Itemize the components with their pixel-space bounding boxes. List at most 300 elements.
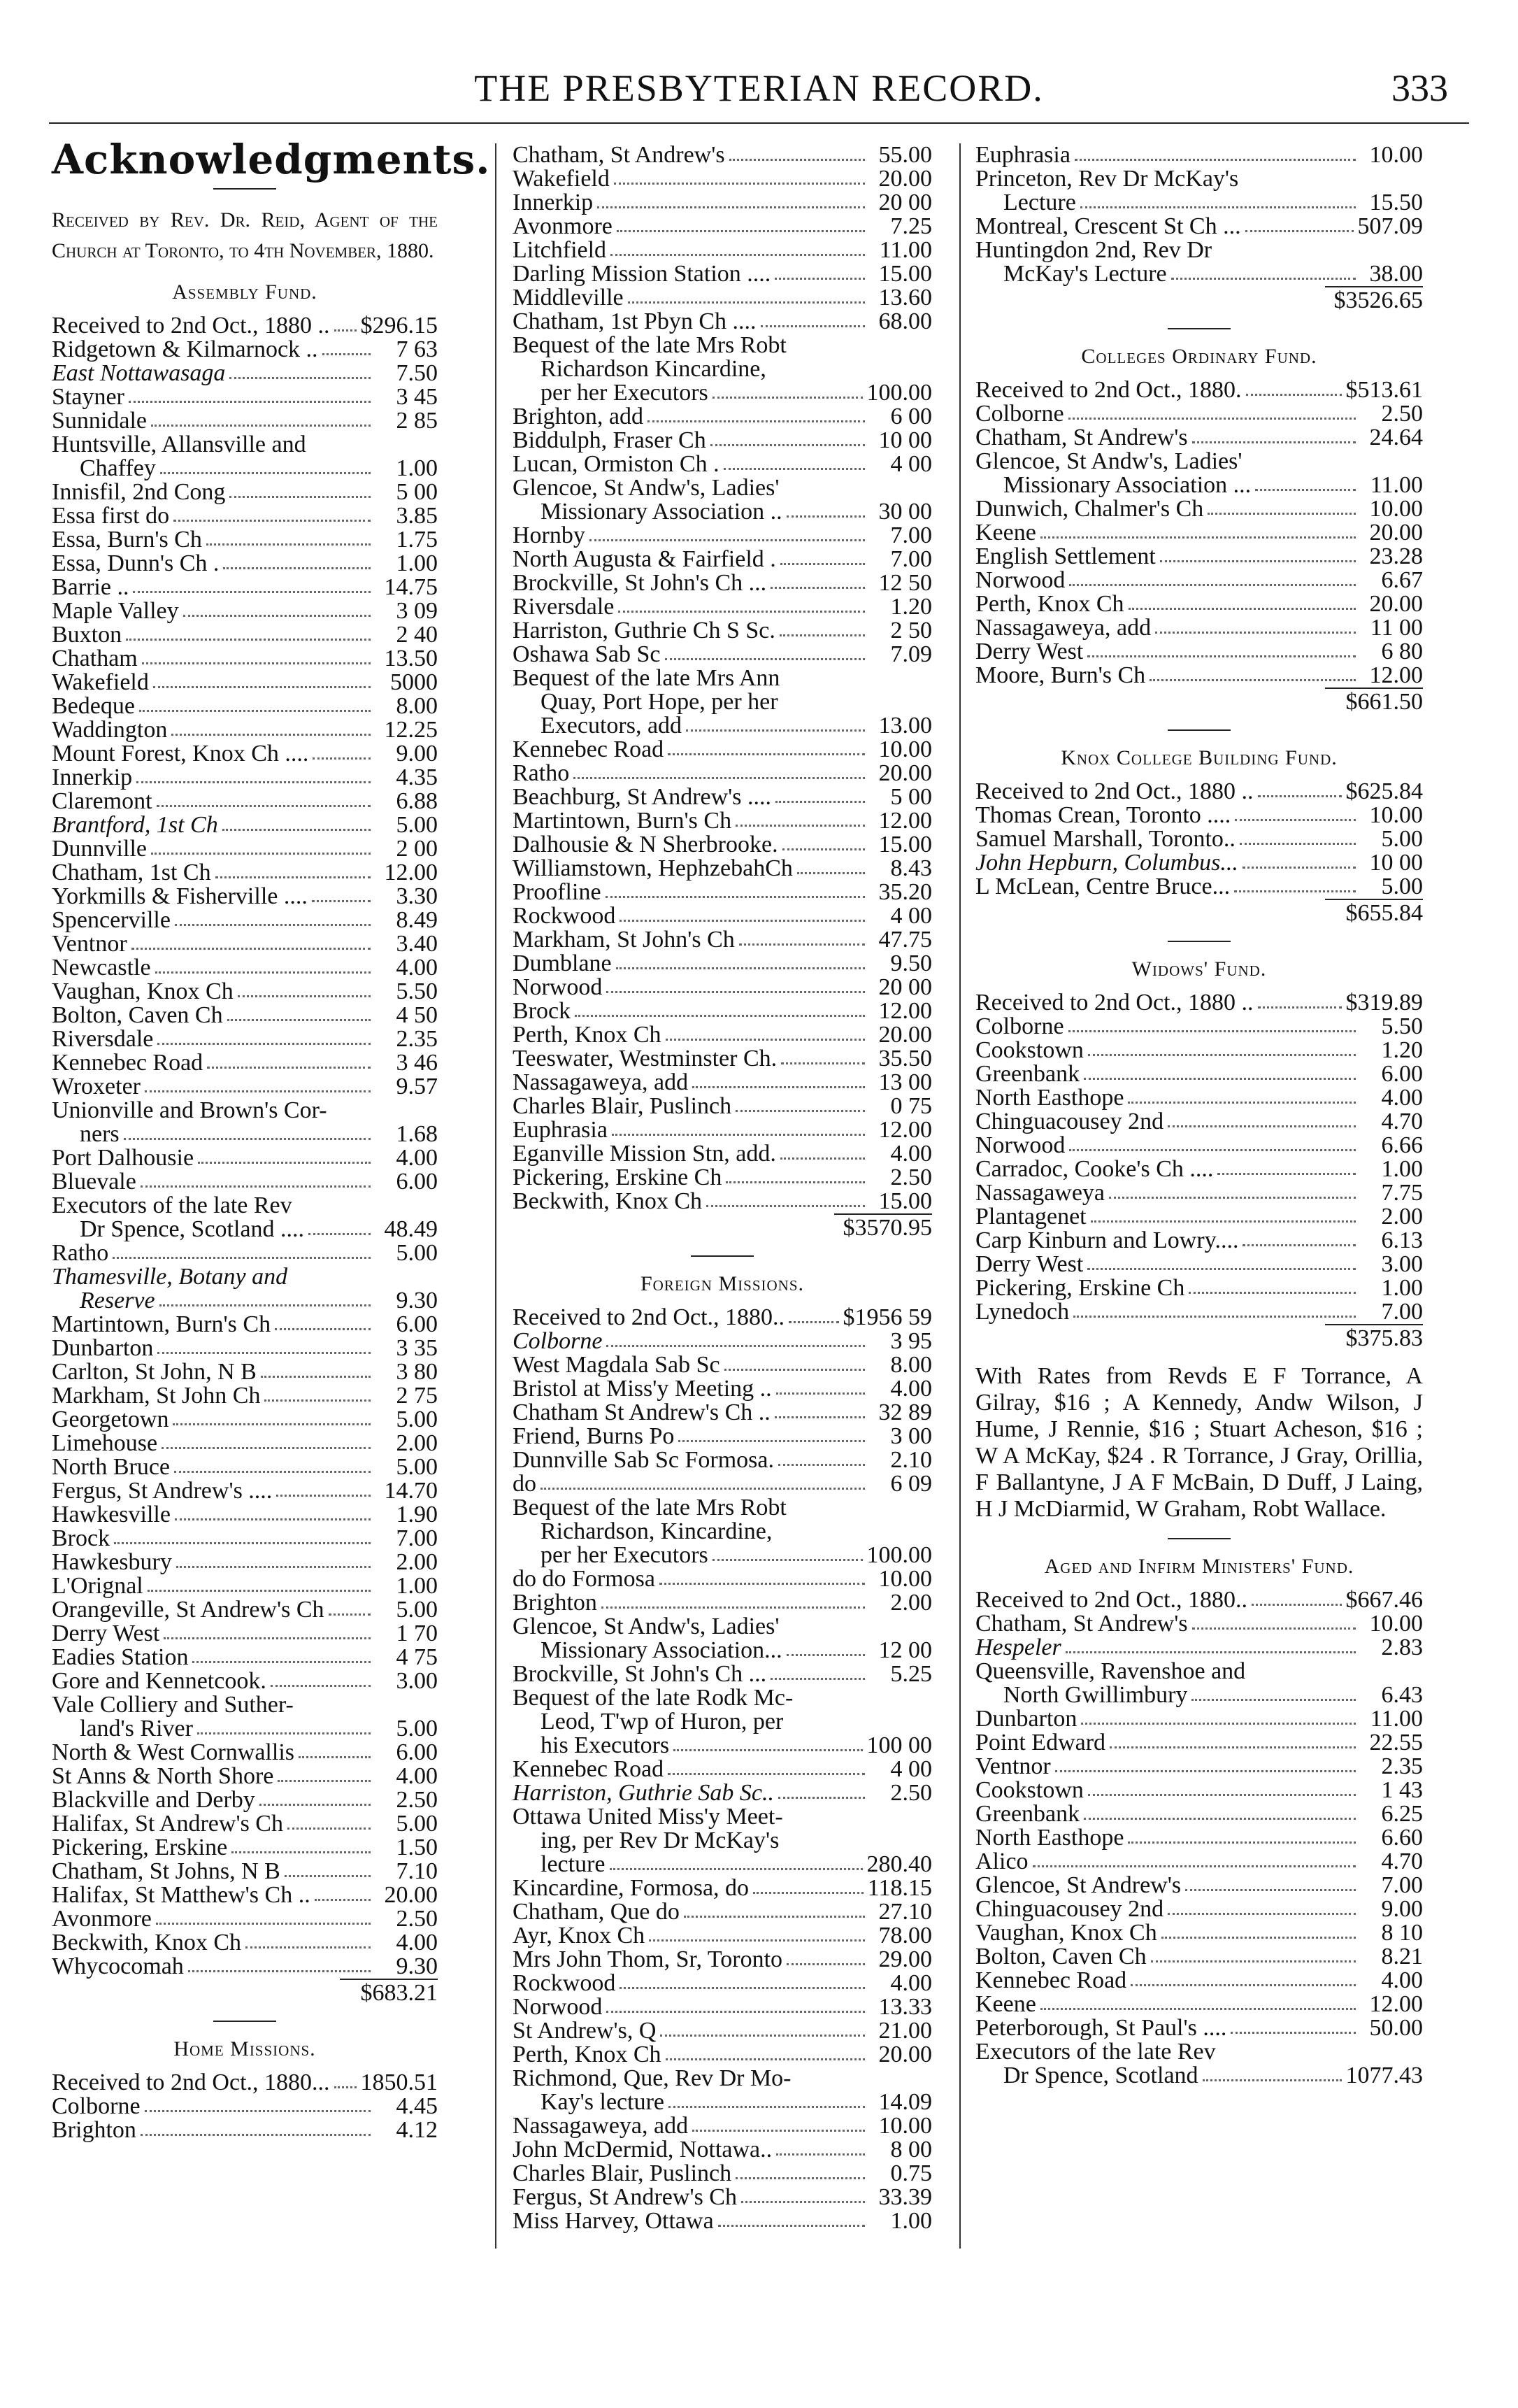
divider <box>1168 941 1231 942</box>
dot-leader <box>174 1471 371 1473</box>
fund-total: $375.83 <box>1325 1324 1423 1351</box>
dot-leader <box>313 757 371 760</box>
ledger-row <box>52 1051 438 1075</box>
dot-leader <box>1066 1651 1356 1653</box>
entry-amount: 1.00 <box>890 2208 932 2234</box>
entry-name: Dunwich, Chalmer's Ch <box>975 497 1204 521</box>
entry-amount: 4.00 <box>396 1930 438 1955</box>
ledger-row <box>975 1157 1423 1181</box>
column-rule <box>959 143 961 2249</box>
dot-leader <box>1087 655 1356 657</box>
entry-amount: 2.00 <box>396 1430 438 1456</box>
entry-name: Hawkesbury <box>52 1551 172 1574</box>
entry-name: Montreal, Crescent St Ch ... <box>975 215 1241 238</box>
ledger-row <box>513 1686 932 1710</box>
dot-leader <box>192 1661 371 1663</box>
ledger-row <box>975 1205 1423 1229</box>
ledger-row <box>975 545 1423 569</box>
entry-name: Cookstown <box>975 1779 1084 1802</box>
ledger-row <box>975 1253 1423 1276</box>
entry-amount: 1.50 <box>396 1835 438 1860</box>
dot-leader <box>198 1162 371 1164</box>
entry-name: Rockwood <box>513 904 616 928</box>
dot-leader <box>261 1376 371 1378</box>
entry-name: Innisfil, 2nd Cong <box>52 480 226 504</box>
ledger-row <box>975 1850 1423 1874</box>
dot-leader <box>616 967 865 969</box>
entry-amount: 4 00 <box>890 1756 932 1782</box>
ledger-row <box>513 286 932 310</box>
dot-leader <box>1231 2032 1356 2034</box>
ledger-row <box>513 2114 932 2138</box>
entry-amount: 2 50 <box>890 618 932 643</box>
fund-heading: Foreign Missions. <box>640 1272 805 1295</box>
entry-amount: 50.00 <box>1369 2015 1423 2041</box>
entry-name: Thamesville, Botany and <box>52 1265 288 1289</box>
ledger-row <box>975 640 1423 664</box>
ledger-row <box>513 1425 932 1448</box>
entry-name: Buxton <box>52 623 122 647</box>
dot-leader <box>308 1233 371 1235</box>
ledger-row <box>513 1567 932 1591</box>
dot-leader <box>1040 2008 1356 2010</box>
entry-name: Missionary Association .. <box>540 500 782 524</box>
entry-name: Vaughan, Knox Ch <box>52 980 234 1004</box>
entry-amount: 20.00 <box>878 2042 932 2067</box>
dot-leader <box>151 425 371 427</box>
ledger-row <box>52 1170 438 1194</box>
ledger-row <box>975 473 1423 497</box>
entry-name: Limehouse <box>52 1432 158 1455</box>
ledger-row <box>975 1039 1423 1062</box>
entry-amount: 11.00 <box>1370 472 1423 498</box>
dot-leader <box>271 1685 371 1687</box>
entry-name: Kennebec Road <box>52 1051 203 1075</box>
dot-leader <box>129 401 371 403</box>
ledger-row <box>975 402 1423 426</box>
aged-ministers-fund-list <box>975 1588 1423 2088</box>
ledger-row <box>52 1337 438 1360</box>
dot-leader <box>329 1613 371 1616</box>
dot-leader <box>771 587 865 589</box>
divider <box>1168 328 1231 329</box>
entry-name: Stayner <box>52 385 124 409</box>
dot-leader <box>245 1946 371 1949</box>
ledger-row <box>52 2118 438 2142</box>
entry-name: Queensville, Ravenshoe and <box>975 1660 1246 1683</box>
dot-leader <box>1192 441 1356 443</box>
dot-leader <box>666 2058 866 2060</box>
dot-leader <box>315 1899 371 1901</box>
entry-name: do <box>513 1472 536 1496</box>
ledger-row <box>52 457 438 480</box>
ledger-row <box>975 1897 1423 1921</box>
entry-amount: 5.00 <box>396 1597 438 1623</box>
entry-amount: 7.75 <box>1381 1180 1423 1206</box>
entry-name: Nassagaweya <box>975 1181 1105 1205</box>
ledger-row <box>52 433 438 457</box>
dot-leader <box>1246 394 1342 396</box>
dot-leader <box>724 1369 865 1371</box>
ledger-row <box>513 1095 932 1118</box>
entry-name: North & West Cornwallis <box>52 1741 295 1765</box>
home-missions-list <box>52 2071 438 2142</box>
dot-leader <box>223 567 371 569</box>
ledger-row <box>52 1218 438 1241</box>
entry-name: Chatham, Que do <box>513 1900 680 1924</box>
home-missions-continued-list <box>513 143 932 1213</box>
dot-leader <box>176 1566 371 1568</box>
entry-name: Bluevale <box>52 1170 136 1194</box>
ledger-row <box>975 426 1423 450</box>
entry-name: Received to 2nd Oct., 1880... <box>52 2071 330 2095</box>
entry-amount: 2 40 <box>396 622 438 648</box>
entry-name: West Magdala Sab Sc <box>513 1353 720 1377</box>
ledger-row <box>52 1432 438 1455</box>
ledger-row <box>52 1551 438 1574</box>
ledger-row <box>975 780 1423 804</box>
dot-leader <box>686 729 865 732</box>
ledger-row <box>52 385 438 409</box>
entry-name: Darling Mission Station .... <box>513 262 771 286</box>
ledger-row <box>52 647 438 671</box>
intro-text: Received by Rev. Dr. Reid, Agent of the Church at Toronto, to 4th November, 1880. <box>52 208 438 262</box>
dot-leader <box>206 543 371 546</box>
dot-leader <box>126 639 371 641</box>
entry-amount: 2.10 <box>890 1447 932 1473</box>
entry-amount: 15.00 <box>878 261 932 287</box>
ledger-row <box>975 804 1423 827</box>
dot-leader <box>666 1039 866 1041</box>
entry-amount: 23.28 <box>1369 543 1423 569</box>
entry-name: Kennebec Road <box>513 1758 664 1781</box>
dot-leader <box>222 829 371 831</box>
entry-amount: 24.64 <box>1369 425 1423 450</box>
entry-name: Fergus, St Andrew's Ch <box>513 2186 737 2209</box>
ledger-row <box>513 1330 932 1353</box>
entry-amount: 7.00 <box>890 522 932 548</box>
entry-amount: 68.00 <box>878 308 932 334</box>
dot-leader <box>155 971 371 974</box>
page-header <box>49 66 1469 115</box>
dot-leader <box>741 2201 865 2203</box>
entry-name: Kennebec Road <box>975 1969 1127 1993</box>
entry-amount: 5000 <box>390 669 438 695</box>
ledger-row <box>513 1142 932 1166</box>
dot-leader <box>789 1321 838 1323</box>
entry-name: St Andrew's, Q <box>513 2019 657 2043</box>
ledger-row <box>52 1574 438 1598</box>
entry-name: Avonmore <box>513 215 613 238</box>
dot-leader <box>753 1892 864 1894</box>
ledger-row <box>513 2209 932 2233</box>
fund-heading: Colleges Ordinary Fund. <box>1081 345 1317 368</box>
entry-name: Yorkmills & Fisherville .... <box>52 885 308 909</box>
entry-name: Lynedoch <box>975 1300 1070 1324</box>
entry-amount: 12.00 <box>878 808 932 834</box>
entry-amount: 21.00 <box>878 2018 932 2044</box>
entry-name: McKay's Lecture <box>1003 262 1167 286</box>
ledger-row <box>52 1360 438 1384</box>
entry-amount: 2.50 <box>890 1780 932 1806</box>
entry-name: Carlton, St John, N B <box>52 1360 257 1384</box>
entry-amount: 4 00 <box>890 451 932 477</box>
entry-name: Perth, Knox Ch <box>513 1023 661 1047</box>
dot-leader <box>612 1134 865 1136</box>
entry-amount: 20 00 <box>878 190 932 215</box>
entry-name: Wroxeter <box>52 1075 141 1099</box>
ledger-row <box>975 991 1423 1015</box>
entry-name: Nassagaweya, add <box>513 2114 689 2138</box>
entry-amount: 4.00 <box>890 1376 932 1402</box>
dot-leader <box>157 805 371 807</box>
entry-name: St Anns & North Shore <box>52 1765 274 1788</box>
dot-leader <box>660 2035 865 2037</box>
ledger-row <box>975 378 1423 402</box>
dot-leader <box>1033 1865 1356 1867</box>
dot-leader <box>706 1205 865 1207</box>
entry-amount: 9.00 <box>396 741 438 767</box>
ledger-row <box>975 1969 1423 1993</box>
knox-college-fund-list <box>975 780 1423 899</box>
section-title: Acknowledgments. <box>52 136 491 183</box>
ledger-row <box>513 2090 932 2114</box>
dot-leader <box>647 420 865 422</box>
entry-name: Eganville Mission Stn, add. <box>513 1142 776 1166</box>
entry-name: Chinguacousey 2nd <box>975 1897 1164 1921</box>
entry-name: Chatham, St Andrew's <box>975 1612 1188 1636</box>
entry-name: English Settlement <box>975 545 1156 569</box>
entry-name: Spencerville <box>52 909 171 932</box>
dot-leader <box>1252 1604 1341 1606</box>
entry-name: Huntingdon 2nd, Rev Dr <box>975 238 1212 262</box>
ledger-row <box>513 1710 932 1734</box>
entry-amount: 15.00 <box>878 832 932 857</box>
ledger-row <box>975 1802 1423 1826</box>
ledger-row <box>513 928 932 952</box>
dot-leader <box>1203 2079 1342 2081</box>
entry-name: L'Orignal <box>52 1574 143 1598</box>
entry-name: Essa, Dunn's Ch . <box>52 552 220 576</box>
ledger-row <box>513 1853 932 1876</box>
dot-leader <box>1150 679 1356 681</box>
dot-leader <box>133 591 371 593</box>
ledger-row <box>975 167 1423 191</box>
entry-name: Dr Spence, Scotland .... <box>80 1218 305 1241</box>
entry-amount: 4.70 <box>1381 1109 1423 1134</box>
dot-leader <box>215 876 371 878</box>
entry-name: North Easthope <box>975 1086 1124 1110</box>
entry-amount: 7.50 <box>396 360 438 386</box>
ledger-row <box>52 623 438 647</box>
dot-leader <box>678 1440 865 1442</box>
entry-name: Mrs John Thom, Sr, Toronto <box>513 1948 783 1972</box>
ledger-row <box>52 338 438 362</box>
dot-leader <box>1075 159 1356 161</box>
entry-amount: 4.70 <box>1381 1848 1423 1874</box>
entry-amount: 3.00 <box>1381 1251 1423 1277</box>
entry-amount: 3.40 <box>396 931 438 957</box>
dot-leader <box>780 1157 865 1160</box>
entry-name: Bristol at Miss'y Meeting .. <box>513 1377 772 1401</box>
entry-amount: 10.00 <box>1369 142 1423 168</box>
dot-leader <box>710 444 865 446</box>
dot-leader <box>1128 1102 1356 1104</box>
dot-leader <box>1055 1770 1356 1772</box>
dot-leader <box>606 991 865 993</box>
ledger-row <box>52 314 438 338</box>
ledger-row <box>513 357 932 381</box>
entry-amount: 2.35 <box>396 1026 438 1052</box>
entry-amount: 6.00 <box>1381 1061 1423 1087</box>
entry-amount: 10.00 <box>878 736 932 762</box>
entry-amount: 22.55 <box>1369 1730 1423 1755</box>
entry-amount: 55.00 <box>878 142 932 168</box>
ledger-row <box>52 1788 438 1812</box>
entry-amount: 5.00 <box>396 1454 438 1480</box>
dot-leader <box>729 159 865 161</box>
ledger-row <box>513 1948 932 1972</box>
ledger-row <box>513 1306 932 1330</box>
ledger-row <box>513 690 932 714</box>
entry-amount: 20.00 <box>878 760 932 786</box>
entry-amount: 6.25 <box>1381 1801 1423 1827</box>
entry-name: per her Executors <box>540 381 708 405</box>
ledger-row <box>513 1995 932 2019</box>
entry-amount: 5.50 <box>396 978 438 1004</box>
ledger-row <box>513 904 932 928</box>
entry-name: Dunbarton <box>975 1707 1077 1731</box>
entry-name: Received to 2nd Oct., 1880.. <box>513 1306 785 1330</box>
entry-amount: 6 09 <box>890 1471 932 1497</box>
dot-leader <box>1192 1627 1356 1630</box>
entry-name: Carp Kinburn and Lowry.... <box>975 1229 1239 1253</box>
entry-name: Innerkip <box>52 766 133 790</box>
ledger-row <box>975 1945 1423 1969</box>
dot-leader <box>151 853 371 855</box>
dot-leader <box>1191 1699 1356 1701</box>
ledger-row <box>975 851 1423 875</box>
dot-leader <box>264 1399 371 1402</box>
dot-leader <box>259 1804 371 1806</box>
entry-name: Colborne <box>513 1330 603 1353</box>
ledger-row <box>52 576 438 599</box>
ledger-row <box>513 1401 932 1425</box>
dot-leader <box>1081 1723 1356 1725</box>
entry-amount: 6.60 <box>1381 1825 1423 1851</box>
entry-name: Received to 2nd Oct., 1880. <box>975 378 1242 402</box>
entry-name: Dunnville Sab Sc Formosa. <box>513 1448 774 1472</box>
ledger-row <box>975 1660 1423 1683</box>
entry-name: Wakefield <box>52 671 149 694</box>
dot-leader <box>1240 843 1356 845</box>
ledger-row <box>513 2019 932 2043</box>
entry-name: Orangeville, St Andrew's Ch <box>52 1598 324 1622</box>
dot-leader <box>780 563 865 565</box>
entry-name: Vaughan, Knox Ch <box>975 1921 1157 1945</box>
ledger-row <box>513 1662 932 1686</box>
entry-name: Plantagenet <box>975 1205 1087 1229</box>
entry-name: Hornby <box>513 524 585 548</box>
dot-leader <box>1217 1173 1356 1175</box>
dot-leader <box>659 1583 865 1585</box>
dot-leader <box>113 1257 371 1259</box>
dot-leader <box>159 1304 371 1306</box>
fund-total: $661.50 <box>1325 688 1423 714</box>
entry-amount: 13.50 <box>384 646 438 671</box>
ledger-row <box>52 1146 438 1170</box>
dot-leader <box>157 1352 371 1354</box>
dot-leader <box>575 1015 865 1017</box>
entry-name: Brock <box>513 999 571 1023</box>
entry-name: Quay, Port Hope, per her <box>540 690 778 714</box>
dot-leader <box>787 515 865 518</box>
entry-name: Carradoc, Cooke's Ch .... <box>975 1157 1214 1181</box>
dot-leader <box>1073 1316 1356 1318</box>
divider <box>213 2021 276 2022</box>
ledger-row <box>513 1118 932 1142</box>
dot-leader <box>1258 1006 1342 1009</box>
ledger-row <box>975 1588 1423 1612</box>
entry-name: Ventnor <box>975 1755 1051 1779</box>
entry-amount: 100 00 <box>866 1732 932 1758</box>
ledger-row <box>513 1023 932 1047</box>
ledger-row <box>52 1812 438 1836</box>
ledger-row <box>975 2040 1423 2064</box>
dot-leader <box>183 615 371 617</box>
ledger-row <box>513 2186 932 2209</box>
ledger-row <box>513 1377 932 1401</box>
ledger-row <box>52 1646 438 1669</box>
entry-amount: 2.83 <box>1381 1634 1423 1660</box>
ledger-row <box>513 1166 932 1190</box>
ledger-row <box>975 592 1423 616</box>
entry-name: Martintown, Burn's Ch <box>513 809 732 833</box>
entry-name: Richmond, Que, Rev Dr Mo- <box>513 2067 792 2090</box>
ledger-row <box>52 1123 438 1146</box>
entry-amount: 8 00 <box>890 2137 932 2163</box>
dot-leader <box>124 1138 371 1140</box>
entry-name: Dunnville <box>52 837 147 861</box>
ledger-row <box>513 2067 932 2090</box>
ledger-row <box>975 1636 1423 1660</box>
ledger-row <box>513 1615 932 1639</box>
dot-leader <box>322 353 371 355</box>
entry-amount: 2 00 <box>396 836 438 862</box>
dot-leader <box>285 1875 371 1877</box>
fund-total: $3526.65 <box>1325 286 1423 313</box>
ledger-row <box>975 262 1423 286</box>
ledger-row <box>975 1921 1423 1945</box>
entry-amount: 3.00 <box>396 1668 438 1694</box>
entry-amount: 9.30 <box>396 1953 438 1979</box>
dot-leader <box>597 206 865 208</box>
entry-name: Harriston, Guthrie Sab Sc.. <box>513 1781 774 1805</box>
ledger-row <box>513 1734 932 1758</box>
ledger-row <box>513 429 932 453</box>
entry-name: Colborne <box>975 402 1064 426</box>
ledger-row <box>513 999 932 1023</box>
dot-leader <box>1110 1746 1356 1748</box>
ledger-row <box>513 524 932 548</box>
entry-name: Bequest of the late Mrs Ann <box>513 667 780 690</box>
ledger-row <box>975 1826 1423 1850</box>
dot-leader <box>175 924 371 926</box>
entry-amount: 13 00 <box>878 1069 932 1095</box>
entry-amount: 1 43 <box>1381 1777 1423 1803</box>
entry-amount: 5.00 <box>396 812 438 838</box>
entry-amount: 8.49 <box>396 907 438 933</box>
